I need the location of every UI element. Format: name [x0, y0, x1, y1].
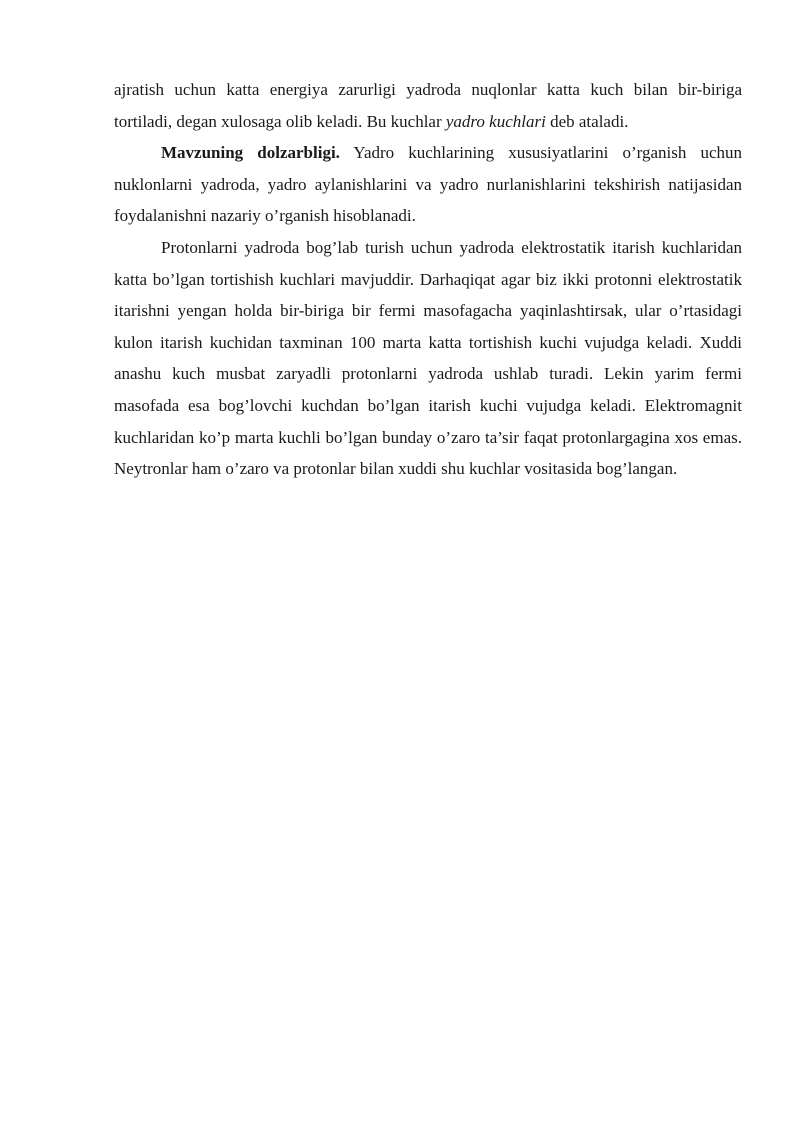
- paragraph-2: [114, 137, 742, 232]
- term-yadro-kuchlari: yadro kuchlari: [445, 111, 546, 131]
- paragraph-1: [114, 74, 742, 137]
- paragraph-3-text: Protonlarni yadroda bog’lab turish uchun yadroda elektrostatik itarish kuchlaridan katta bo’lgan tortishish kuchlari mavjuddir. Darhaqiqat agar biz ikki protonni elektrostatik itarishni yengan holda bir-biriga bir fermi masofagacha yaqinlashtirsak, ular o’rtasidagi kulon itarish kuchidan taxminan 100 marta katta tortishish kuchi vujudga keladi. Xuddi anashu kuch musbat zaryadli protonlarni yadroda ushlab turadi. Lekin yarim fermi masofada esa bog’lovchi kuchdan bo’lgan itarish kuchi vujudga keladi. Elektromagnit kuchlaridan ko’p marta kuchli bo’lgan bunday o’zaro ta’sir faqat protonlargagina xos emas. Neytronlar ham o’zaro va protonlar bilan xuddi shu kuchlar vositasida bog’langan.: [114, 237, 742, 479]
- paragraph-3: [114, 232, 742, 485]
- paragraph-1-text-start: ajratish uchun katta energiya zarurligi yadroda nuqlonlar katta kuch bilan bir-biriga tortiladi, degan xulosaga olib keladi. Bu kuchlar: [114, 80, 742, 131]
- section-heading-relevance: Mavzuning dolzarbligi.: [161, 143, 340, 163]
- body-text: [114, 74, 742, 485]
- paragraph-2-text: Yadro kuchlarining xususiyatlarini o’rganish uchun nuklonlarni yadroda, yadro aylanishlarini va yadro nurlanishlarini tekshirish natijasidan foydalanishni nazariy o’rganish hisoblanadi.: [114, 143, 742, 226]
- paragraph-1-text-end: deb ataladi.: [545, 111, 629, 131]
